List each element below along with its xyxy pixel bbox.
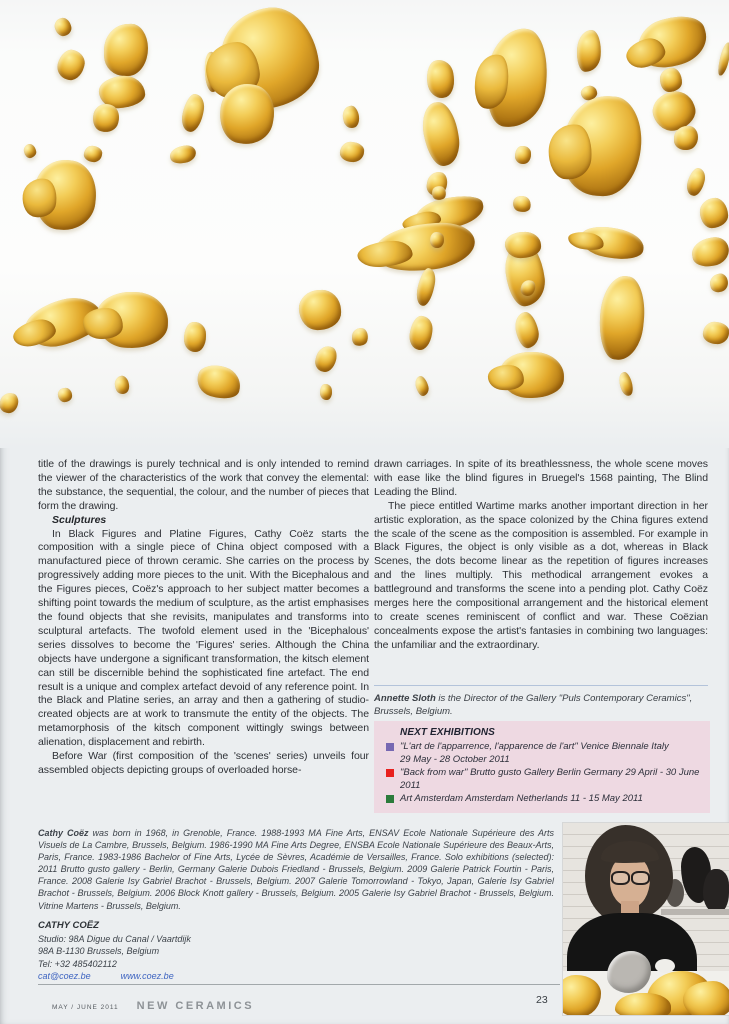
shelf	[661, 909, 729, 915]
exhibition-text	[400, 767, 700, 792]
exhibition-text	[400, 741, 669, 766]
author-note-text: is the Director of the Gallery "Puls Contemporary Ceramics", Brussels, Belgium.	[374, 693, 693, 717]
gold-figurine	[54, 47, 87, 83]
gold-figurine	[169, 144, 197, 165]
contact-links	[38, 970, 191, 982]
gold-figurine	[31, 157, 100, 233]
author-note-divider	[374, 685, 708, 686]
bullet-square-icon	[386, 769, 394, 777]
gold-figurine	[511, 194, 533, 215]
gold-figurine	[617, 371, 635, 397]
gold-figurine	[699, 197, 729, 228]
gold-figurine	[95, 291, 169, 349]
gold-figurine	[615, 993, 671, 1015]
gold-figurine	[480, 24, 555, 132]
glasses-icon	[631, 871, 650, 885]
gold-figurine	[513, 310, 541, 350]
gold-figurine	[515, 146, 531, 164]
contact-block	[38, 920, 191, 982]
gold-figurine	[684, 166, 707, 197]
gold-figurine	[578, 223, 646, 264]
gold-figurine	[341, 104, 362, 129]
black-sculpture	[703, 869, 729, 913]
gold-figurine	[560, 94, 643, 198]
gold-figurine	[319, 384, 332, 401]
gold-figurine	[632, 9, 713, 74]
gold-figurine	[0, 391, 20, 414]
artist-bio	[38, 827, 554, 912]
gold-figurine	[104, 24, 149, 77]
exhibition-line: 29 May - 28 October 2011	[400, 753, 510, 765]
gold-figurine	[414, 375, 431, 397]
contact-name: CATHY COËZ	[38, 920, 99, 931]
next-exhibitions-box	[374, 721, 710, 813]
glasses-icon	[611, 871, 630, 885]
exhibition-line: Art Amsterdam Amsterdam Netherlands 11 - 15 May 2011	[400, 793, 643, 805]
website-link[interactable]: www.coez.be	[120, 970, 174, 981]
artist-bio-text: was born in 1968, in Grenoble, France. 1988-1993 MA Fine Arts, ENSAV Ecole Nationale Supérieure des Arts Visuels de La Cambre, Brussels, Belgium. 1986-1990 MA Fine Arts Degree, ENSBA Ecole Nationale Supérieure des Beaux-Arts, Paris, France. 1983-1986 Bachelor of Fine Arts, Lycée de Sèvres, Académie de Versailles, France. Solo exhibitions (selected): 2011 Brutto gusto gallery - Berlin, Germany Galerie Dubois Friedland - Brussels, Belgium. 2009 Galerie Patrick Fourtin - Paris, France. 2008 Galerie Isy Gabriel Brachot - Brussels, Belgium. 2007 Galerie Tomorrowland - Tokyo, Japan, Galerie Isy Gabriel Brachot - Brussels, Belgium. 2006 Block Knott gallery - Brussels, Belgium. 2005 Galerie Isy Gabriel Brachot - Brussels, Belgium. Vitrine Martens - Brussels, Belgium.	[38, 828, 555, 911]
paragraph-wartime: The piece entitled Wartime marks another important direction in her artistic exploration, as the space colonized by the China figures extend the scale of the scene as the composition is assembled. For example in Black Figures, the object is only visible as a dot, whereas in Black Scenes, the dots become linear as the repetition of figures increases and the lines multiply. This methodical arrangement evokes a battleground and transforms the scene into a pending plot. Cathy Coëz merges here the compositional arrangement and the historical element to create scenes reminiscent of conflict and war. These Coëzian concealments expose the artist's fantasies in combining two languages: the unfamiliar and the extraordinary.	[374, 499, 708, 651]
gold-figurine	[113, 374, 132, 395]
gold-figurine-detail	[21, 177, 59, 219]
gold-figurine	[499, 351, 565, 399]
white-figurine	[655, 959, 675, 973]
gold-figurine-detail	[567, 230, 605, 252]
gold-figurine	[373, 220, 477, 275]
next-exhibitions-heading: NEXT EXHIBITIONS	[400, 727, 495, 738]
gold-figurine	[660, 68, 682, 92]
paragraph-before-war: Before War (first composition of the 'scenes' series) unveils four assembled objects depicting groups of overloaded horse-	[38, 750, 369, 776]
footer	[52, 996, 254, 1014]
exhibition-item	[386, 767, 700, 792]
gold-figurine	[414, 267, 438, 307]
gold-figurine	[350, 326, 370, 347]
gold-figurine-detail	[488, 364, 524, 391]
gold-figurine	[563, 975, 601, 1015]
exhibition-line: "Back from war" Brutto gusto Gallery Berlin Germany 29 April - 30 June 2011	[400, 767, 700, 791]
article-left-column	[38, 458, 369, 778]
gold-figurine	[674, 126, 698, 150]
author-note	[374, 693, 708, 718]
gold-figurine-detail	[471, 52, 512, 111]
gold-figurine	[184, 322, 206, 352]
gold-figurine-detail	[356, 239, 413, 269]
contact-line: Tel: +32 485402112	[38, 958, 117, 969]
page-number: 23	[536, 994, 548, 1006]
gold-figurine	[23, 143, 37, 159]
gold-figurine	[193, 360, 244, 403]
gold-figurine	[596, 274, 649, 362]
gold-figurine	[408, 315, 435, 352]
artist-bio-name: Cathy Coëz	[38, 828, 89, 838]
article-right-column	[374, 458, 708, 653]
gold-figurine	[179, 92, 206, 133]
contact-line: 98A B-1130 Brussels, Belgium	[38, 946, 160, 957]
gold-figurine-detail	[547, 123, 593, 180]
gold-figurine	[690, 235, 729, 268]
gold-figurine	[419, 100, 464, 169]
gold-figurine	[53, 16, 74, 38]
paragraph-continuation: title of the drawings is purely technical and is only intended to remind the viewer of the characteristics of the work that convey the elemental: the substance, the sequential, the colour, and the number of pieces that form the drawing.	[38, 458, 369, 512]
gold-figurine	[683, 981, 729, 1015]
exhibition-item	[386, 741, 700, 766]
paragraph-sculptures: In Black Figures and Platine Figures, Cathy Coëz starts the composition with a single piece of China object composed with a manufactured piece of thrown ceramic. She carries on the process by progressively adding more pieces to the unit. With the Bicephalous and the Figures pieces, Coëz's approach to her subject matter becomes a shifting point towards the medium of sculpture, as the artist emphasises the found objects that she revisits, manipulates and transforms into sculptural artefacts. The twofold element used in the 'Bicephalous' series dissolves to become the 'Figures' series. Although the China objects have undergone a significant transformation, the kitsch element can still be discernible behind the sophisticated fine artefact. The end result is a unique and complex artefact devoid of any reference point. In the Black and Platine series, an array and then a gathering of studio-created objects are at work to transmute the entity of the objects. The metamorphosis of the kitsch component wittingly swings between alienation, displacement and rebirth.	[38, 527, 369, 749]
magazine-logo: NEW CERAMICS	[136, 1000, 255, 1012]
contact-line: Studio: 98A Digue du Canal / Vaartdijk	[38, 934, 191, 945]
gold-figurine	[716, 41, 729, 76]
issue-date: MAY / JUNE 2011	[52, 1004, 119, 1011]
author-name: Annette Sloth	[374, 693, 436, 704]
paragraph-carriages: drawn carriages. In spite of its breathlessness, the whole scene moves with ease like the blind figures in Bruegel's 1568 painting, The Blind Leading the Blind.	[374, 458, 708, 498]
gold-figurine	[313, 344, 339, 374]
hero-photo-gold-figurines	[0, 0, 729, 448]
footer-rule	[38, 984, 560, 985]
gold-figurine	[83, 145, 103, 163]
gold-figurine	[339, 141, 364, 163]
gold-figurine	[708, 272, 729, 294]
bullet-square-icon	[386, 743, 394, 751]
email-link[interactable]: cat@coez.be	[38, 970, 91, 981]
gold-figurine-detail	[624, 35, 668, 71]
section-heading-sculptures: Sculptures	[52, 513, 107, 526]
gold-figurine	[298, 289, 341, 330]
exhibition-item	[386, 793, 700, 806]
exhibition-text	[400, 793, 643, 806]
gold-figurine	[702, 321, 729, 345]
artist-portrait-photo	[563, 823, 729, 1015]
gold-figurine	[424, 58, 456, 99]
bullet-square-icon	[386, 795, 394, 803]
exhibition-line: "L'art de l'apparrence, l'apparence de l'art" Venice Biennale Italy	[400, 741, 669, 752]
gold-figurine	[575, 29, 603, 73]
gold-figurine-detail	[10, 316, 58, 350]
gold-figurine	[57, 387, 72, 402]
gold-figurine-detail	[82, 307, 123, 339]
